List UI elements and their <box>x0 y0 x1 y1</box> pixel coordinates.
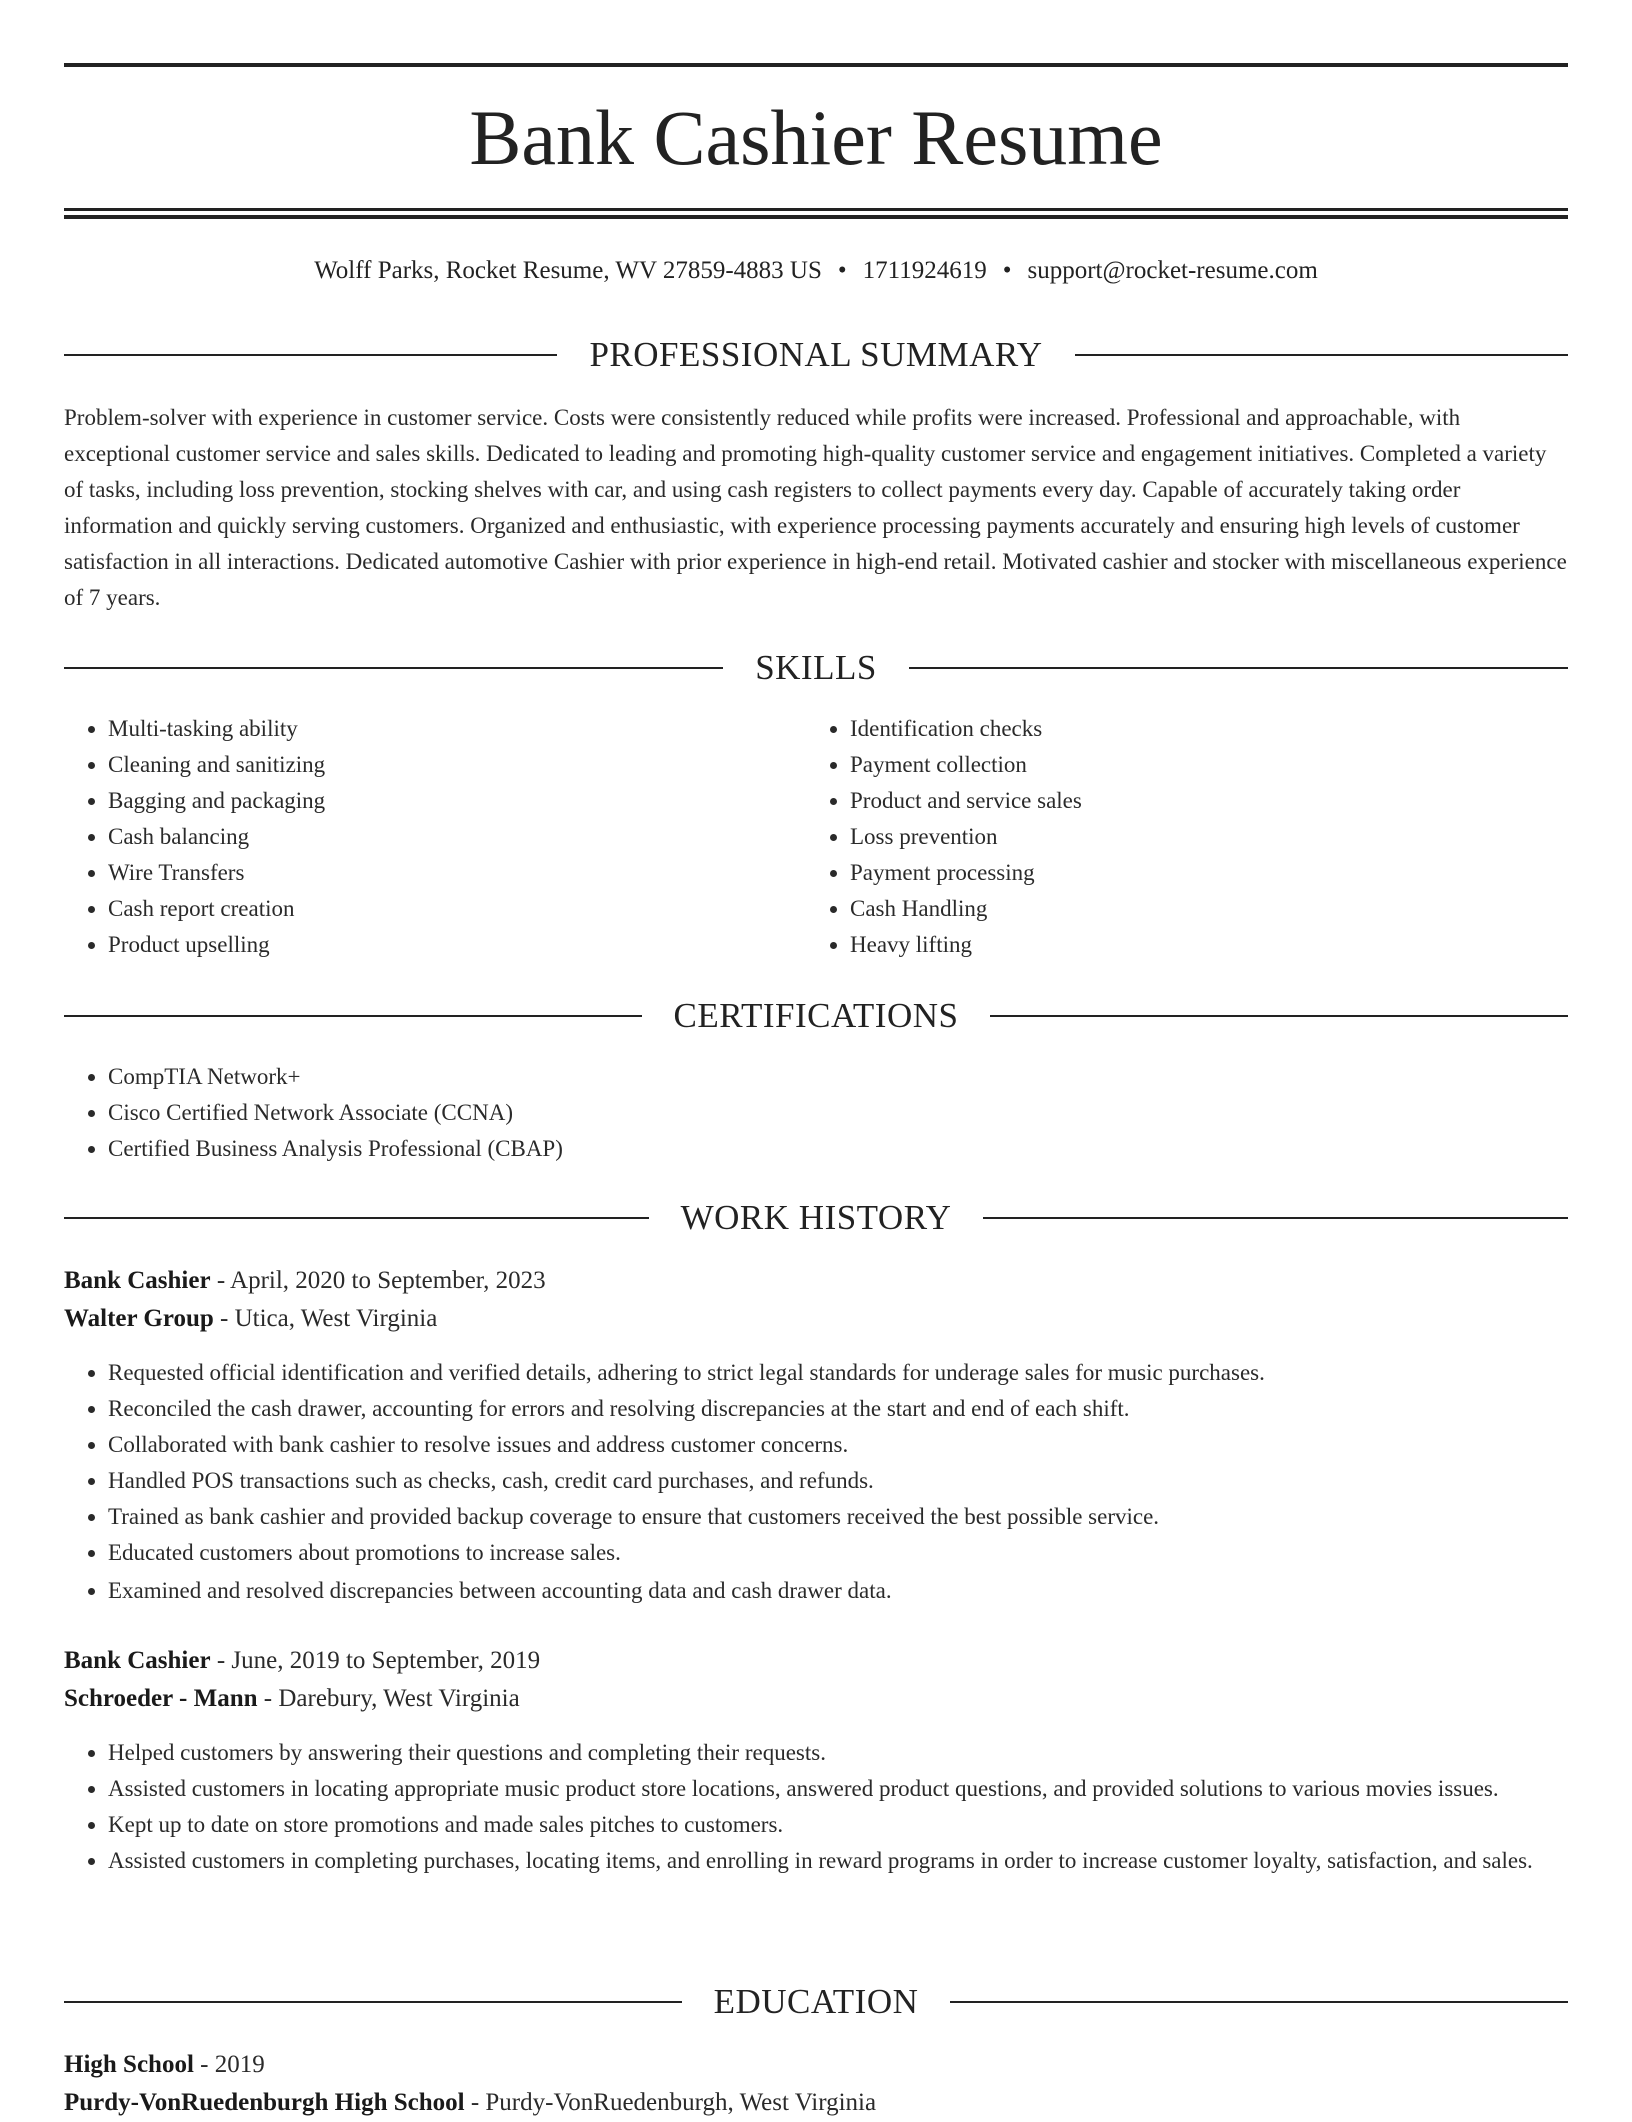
education-degree: High School <box>64 2051 194 2078</box>
list-item: • Educated customers about promotions to increase sales. <box>108 1535 1568 1571</box>
section-title: PROFESSIONAL SUMMARY <box>589 335 1043 374</box>
heading-rule <box>64 1015 642 1017</box>
list-item: • Wire Transfers <box>108 855 808 891</box>
job-title-line <box>64 1642 1568 1680</box>
list-item: • CompTIA Network+ <box>108 1059 1568 1095</box>
list-item: • Requested official identification and verified details, adhering to strict legal standards for underage sales for music purchases. <box>108 1355 1568 1391</box>
education-degree-line <box>64 2046 1568 2084</box>
section-heading-education <box>64 1980 1568 2024</box>
list-item: • Multi-tasking ability <box>108 711 808 747</box>
contact-separator: • <box>837 257 847 284</box>
list-item: • Payment processing <box>850 855 1570 891</box>
education-location: - Purdy-VonRuedenburgh, West Virginia <box>464 2089 877 2116</box>
list-item: • Cleaning and sanitizing <box>108 747 808 783</box>
list-item: • Cash balancing <box>108 819 808 855</box>
summary-paragraph: Problem-solver with experience in customer service. Costs were consistently reduced while profits were increased. Professional and approachable, with exceptional customer service and sales skills. Dedicated to leading and promoting high-quality customer service and engagement initiatives. Completed a variety of tasks, including loss prevention, stocking shelves with car, and using cash registers to collect payments every day. Capable of accurately taking order information and quickly serving customers. Organized and enthusiastic, with experience processing payments accurately and ensuring high levels of customer satisfaction in all interactions. Dedicated automotive Cashier with prior experience in high-end retail. Motivated cashier and stocker with miscellaneous experience of 7 years. <box>64 405 1567 610</box>
heading-rule <box>950 2001 1568 2003</box>
job-dates: - June, 2019 to September, 2019 <box>210 1647 541 1674</box>
section-heading-certifications <box>64 994 1568 1038</box>
heading-rule <box>64 1217 649 1219</box>
top-rule <box>64 63 1568 67</box>
heading-rule <box>64 667 723 669</box>
job-bullets <box>64 1355 1568 1609</box>
contact-separator: • <box>1002 257 1012 284</box>
list-item: • Assisted customers in locating appropriate music product store locations, answered product questions, and provided solutions to various movies issues. <box>108 1771 1568 1807</box>
title-double-rule <box>64 208 1568 219</box>
list-item: • Heavy lifting <box>850 927 1570 963</box>
section-title: SKILLS <box>755 648 877 687</box>
list-item: • Handled POS transactions such as checks, cash, credit card purchases, and refunds. <box>108 1463 1568 1499</box>
job-company-line <box>64 1680 1568 1718</box>
page-title: Bank Cashier Resume <box>469 94 1163 181</box>
job-title: Bank Cashier <box>64 1647 211 1674</box>
job-company-line <box>64 1300 1568 1338</box>
certifications-list <box>64 1059 1568 1167</box>
list-item: • Loss prevention <box>850 819 1570 855</box>
job-title: Bank Cashier <box>64 1267 211 1294</box>
job-company: Schroeder - Mann <box>64 1685 258 1712</box>
contact-line <box>64 253 1568 289</box>
list-item: • Examined and resolved discrepancies between accounting data and cash drawer data. <box>108 1573 1568 1609</box>
list-item: • Payment collection <box>850 747 1570 783</box>
heading-rule <box>909 667 1568 669</box>
heading-rule <box>990 1015 1568 1017</box>
heading-rule <box>983 1217 1568 1219</box>
list-item: • Cash report creation <box>108 891 808 927</box>
section-title: WORK HISTORY <box>680 1198 952 1237</box>
section-heading-skills <box>64 646 1568 690</box>
list-item: • Certified Business Analysis Professional (CBAP) <box>108 1131 1568 1167</box>
list-item: • Helped customers by answering their questions and completing their requests. <box>108 1735 1568 1771</box>
list-item: • Identification checks <box>850 711 1570 747</box>
contact-phone: 1711924619 <box>862 257 987 284</box>
heading-rule <box>64 354 557 356</box>
job-company: Walter Group <box>64 1305 214 1332</box>
section-heading-work <box>64 1196 1568 1240</box>
list-item: • Product and service sales <box>850 783 1570 819</box>
list-item: • Cisco Certified Network Associate (CCNA) <box>108 1095 1568 1131</box>
list-item: • Trained as bank cashier and provided backup coverage to ensure that customers received the best possible service. <box>108 1499 1568 1535</box>
section-title: CERTIFICATIONS <box>673 996 959 1035</box>
education-school-line <box>64 2084 1568 2122</box>
education-year: - 2019 <box>193 2051 265 2078</box>
list-item: • Collaborated with bank cashier to resolve issues and address customer concerns. <box>108 1427 1568 1463</box>
job-dates: - April, 2020 to September, 2023 <box>210 1267 546 1294</box>
list-item: • Reconciled the cash drawer, accounting for errors and resolving discrepancies at the start and end of each shift. <box>108 1391 1568 1427</box>
heading-rule <box>64 2001 682 2003</box>
skills-list-left <box>64 711 808 963</box>
contact-address: Wolff Parks, Rocket Resume, WV 27859-4883 US <box>314 257 822 284</box>
skills-list-right <box>806 711 1570 963</box>
job-title-line <box>64 1262 1568 1300</box>
list-item: • Product upselling <box>108 927 808 963</box>
list-item: • Cash Handling <box>850 891 1570 927</box>
section-heading-summary <box>64 333 1568 377</box>
education-school: Purdy-VonRuedenburgh High School <box>64 2089 465 2116</box>
list-item: • Bagging and packaging <box>108 783 808 819</box>
job-location: - Darebury, West Virginia <box>257 1685 520 1712</box>
job-bullets <box>64 1735 1568 1879</box>
list-item: • Kept up to date on store promotions and made sales pitches to customers. <box>108 1807 1568 1843</box>
section-title: EDUCATION <box>713 1982 919 2021</box>
list-item: • Assisted customers in completing purchases, locating items, and enrolling in reward programs in order to increase customer loyalty, satisfaction, and sales. <box>108 1843 1568 1879</box>
heading-rule <box>1075 354 1568 356</box>
contact-email: support@rocket-resume.com <box>1027 257 1318 284</box>
job-location: - Utica, West Virginia <box>213 1305 438 1332</box>
